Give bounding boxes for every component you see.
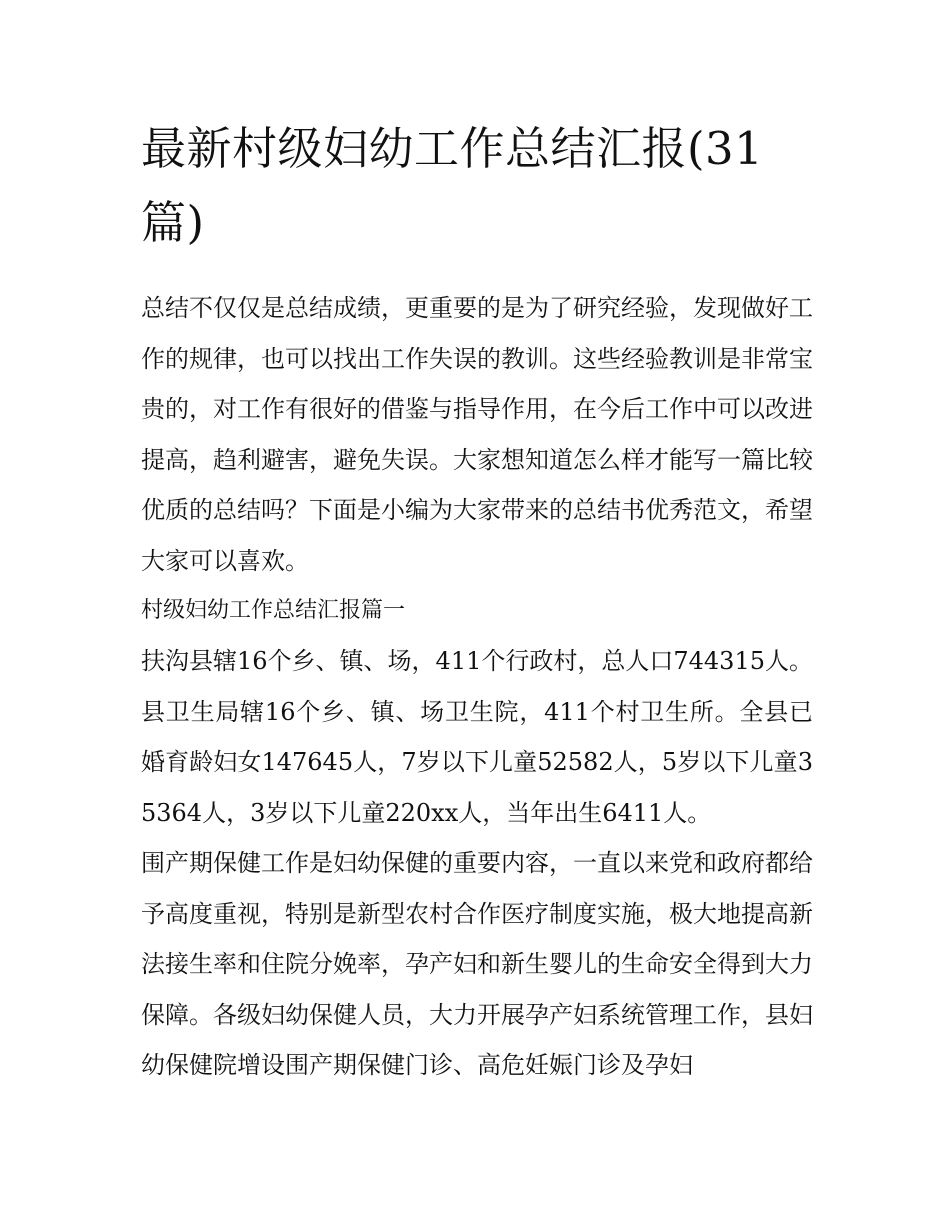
intro-paragraph: 总结不仅仅是总结成绩，更重要的是为了研究经验，发现做好工作的规律，也可以找出工作失误的教训。这些经验教训是非常宝贵的，对工作有很好的借鉴与指导作用，在今后工作中可以改进提高，趋利避害，避免失误。大家想知道怎么样才能写一篇比较优质的总结吗？下面是小编为大家带来的总结书优秀范文，希望大家可以喜欢。 (141, 294, 813, 575)
section-heading: 村级妇幼工作总结汇报篇一 (141, 598, 406, 623)
document-title: 最新村级妇幼工作总结汇报(31篇) (141, 122, 764, 249)
body-paragraph-1: 扶沟县辖16个乡、镇、场，411个行政村，总人口744315人。县卫生局辖16个乡、镇、场卫生院，411个村卫生所。全县已婚育龄妇女147645人，7岁以下儿童52582人，5岁以下儿童35364人，3岁以下儿童220xx人，当年出生6411人。 (141, 647, 813, 827)
body-paragraph-2: 围产期保健工作是妇幼保健的重要内容，一直以来党和政府都给予高度重视，特别是新型农村合作医疗制度实施，极大地提高新法接生率和住院分娩率，孕产妇和新生婴儿的生命安全得到大力保障。各级妇幼保健人员，大力开展孕产妇系统管理工作，县妇幼保健院增设围产期保健门诊、高危妊娠门诊及孕妇 (141, 849, 813, 1079)
document-page (141, 112, 813, 1091)
